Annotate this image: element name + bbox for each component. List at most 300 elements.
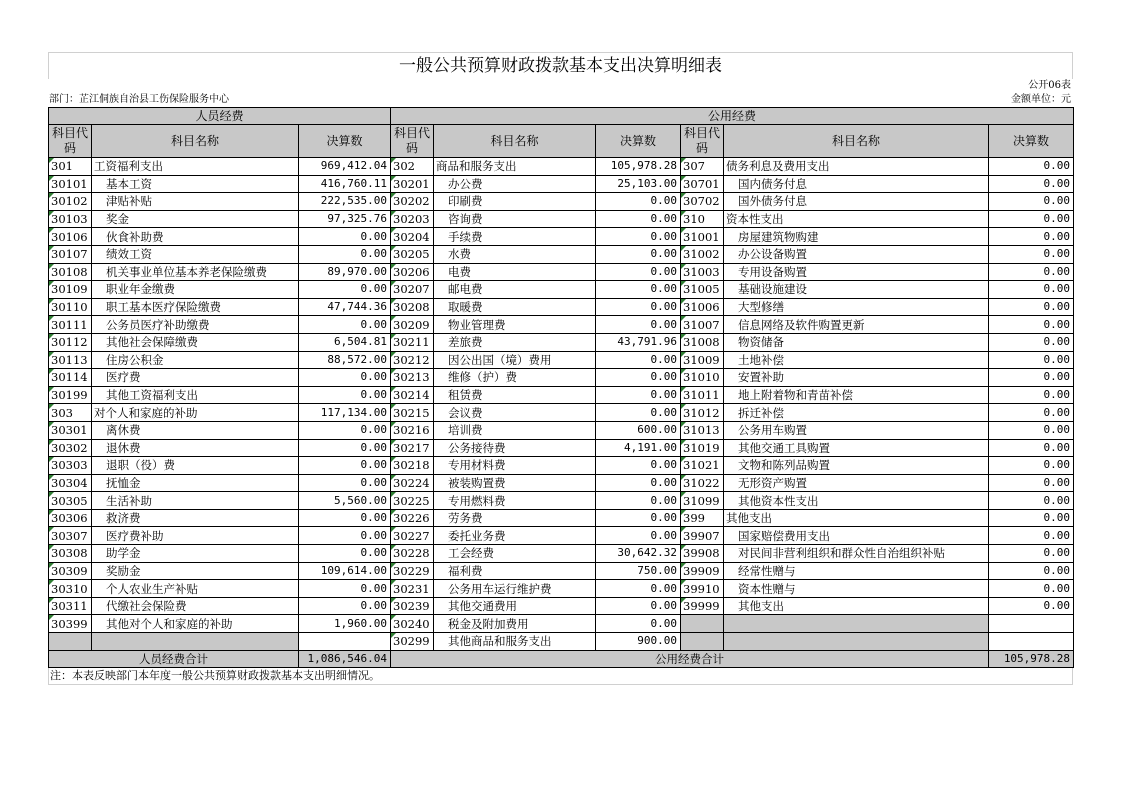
table-row [49, 228, 1074, 246]
personnel-name-cell: 抚恤金 [92, 474, 299, 492]
table-row [49, 509, 1074, 527]
personnel-name-cell: 退休费 [92, 439, 299, 457]
public-b-code-cell: 307 [681, 158, 724, 176]
public-a-name-cell: 被装购置费 [434, 474, 596, 492]
public-a-code-cell: 30209 [391, 316, 434, 334]
public-b-name-cell: 房屋建筑物购建 [724, 228, 989, 246]
col-name-3: 科目名称 [724, 125, 989, 158]
personnel-code-cell: 30301 [49, 421, 92, 439]
personnel-code-cell: 30113 [49, 351, 92, 369]
public-a-amount-cell: 43,791.96 [596, 333, 681, 351]
public-a-name-cell: 手续费 [434, 228, 596, 246]
table-row [49, 457, 1074, 475]
public-a-amount-cell: 0.00 [596, 351, 681, 369]
personnel-name-cell: 奖励金 [92, 562, 299, 580]
public-b-amount-cell: 0.00 [989, 175, 1074, 193]
personnel-name-cell: 生活补助 [92, 492, 299, 510]
personnel-code-cell: 30114 [49, 369, 92, 387]
personnel-name-cell: 代缴社会保险费 [92, 597, 299, 615]
public-total-label: 公用经费合计 [391, 650, 989, 668]
public-a-code-cell: 302 [391, 158, 434, 176]
personnel-code-cell: 30310 [49, 580, 92, 598]
public-b-amount-cell: 0.00 [989, 421, 1074, 439]
public-b-amount-cell [989, 615, 1074, 633]
personnel-amount-cell: 5,560.00 [299, 492, 391, 510]
public-b-amount-cell: 0.00 [989, 351, 1074, 369]
public-b-amount-cell: 0.00 [989, 193, 1074, 211]
public-a-name-cell: 专用燃料费 [434, 492, 596, 510]
public-b-code-cell: 31010 [681, 369, 724, 387]
table-number-row [48, 79, 1073, 93]
personnel-amount-cell: 0.00 [299, 421, 391, 439]
public-b-name-cell: 其他支出 [724, 509, 989, 527]
personnel-code-cell: 30111 [49, 316, 92, 334]
public-b-name-cell: 其他支出 [724, 597, 989, 615]
public-a-code-cell: 30231 [391, 580, 434, 598]
public-a-amount-cell: 0.00 [596, 457, 681, 475]
table-row [49, 158, 1074, 176]
public-a-amount-cell: 750.00 [596, 562, 681, 580]
table-row [49, 193, 1074, 211]
public-a-name-cell: 劳务费 [434, 509, 596, 527]
public-a-amount-cell: 0.00 [596, 316, 681, 334]
public-b-code-cell: 31005 [681, 281, 724, 299]
personnel-amount-cell: 0.00 [299, 580, 391, 598]
public-b-code-cell: 310 [681, 210, 724, 228]
public-b-name-cell: 国家赔偿费用支出 [724, 527, 989, 545]
personnel-amount-cell: 0.00 [299, 439, 391, 457]
personnel-code-cell: 30306 [49, 509, 92, 527]
public-b-amount-cell: 0.00 [989, 228, 1074, 246]
department-label: 部门：芷江侗族自治县工伤保险服务中心 [49, 94, 229, 105]
public-a-name-cell: 公务用车运行维护费 [434, 580, 596, 598]
table-row [49, 263, 1074, 281]
public-b-code-cell: 31001 [681, 228, 724, 246]
public-a-amount-cell: 0.00 [596, 281, 681, 299]
table-row [49, 474, 1074, 492]
public-b-code-cell: 39909 [681, 562, 724, 580]
public-a-code-cell: 30218 [391, 457, 434, 475]
personnel-name-cell: 奖金 [92, 210, 299, 228]
public-b-name-cell: 资本性赠与 [724, 580, 989, 598]
public-b-code-cell: 31099 [681, 492, 724, 510]
public-b-amount-cell: 0.00 [989, 457, 1074, 475]
table-row [49, 492, 1074, 510]
public-a-name-cell: 邮电费 [434, 281, 596, 299]
public-b-code-cell: 39908 [681, 545, 724, 563]
public-b-amount-cell: 0.00 [989, 263, 1074, 281]
public-b-amount-cell: 0.00 [989, 298, 1074, 316]
public-a-name-cell: 差旅费 [434, 333, 596, 351]
public-b-code-cell: 31009 [681, 351, 724, 369]
public-b-name-cell: 土地补偿 [724, 351, 989, 369]
public-a-code-cell: 30201 [391, 175, 434, 193]
public-a-amount-cell: 0.00 [596, 509, 681, 527]
personnel-amount-cell: 0.00 [299, 245, 391, 263]
personnel-name-cell: 救济费 [92, 509, 299, 527]
public-a-amount-cell: 0.00 [596, 245, 681, 263]
group-header-row [49, 108, 1074, 125]
public-a-name-cell: 工会经费 [434, 545, 596, 563]
public-b-name-cell [724, 615, 989, 633]
public-b-name-cell: 专用设备购置 [724, 263, 989, 281]
public-b-code-cell: 31007 [681, 316, 724, 334]
personnel-code-cell: 30199 [49, 386, 92, 404]
public-b-name-cell: 国内债务付息 [724, 175, 989, 193]
public-b-amount-cell: 0.00 [989, 580, 1074, 598]
table-row [49, 562, 1074, 580]
personnel-amount-cell: 97,325.76 [299, 210, 391, 228]
personnel-amount-cell: 117,134.00 [299, 404, 391, 422]
public-a-code-cell: 30227 [391, 527, 434, 545]
public-b-code-cell: 31002 [681, 245, 724, 263]
public-b-name-cell: 办公设备购置 [724, 245, 989, 263]
public-b-name-cell: 对民间非营利组织和群众性自治组织补贴 [724, 545, 989, 563]
public-a-name-cell: 专用材料费 [434, 457, 596, 475]
public-a-code-cell: 30208 [391, 298, 434, 316]
personnel-code-cell: 30302 [49, 439, 92, 457]
personnel-amount-cell: 1,960.00 [299, 615, 391, 633]
personnel-code-cell: 30307 [49, 527, 92, 545]
personnel-code-cell: 30399 [49, 615, 92, 633]
table-row [49, 210, 1074, 228]
public-header: 公用经费 [391, 108, 1074, 125]
personnel-amount-cell: 0.00 [299, 597, 391, 615]
public-a-amount-cell: 0.00 [596, 298, 681, 316]
table-row [49, 281, 1074, 299]
personnel-code-cell: 30309 [49, 562, 92, 580]
personnel-code-cell: 30305 [49, 492, 92, 510]
personnel-name-cell: 医疗费 [92, 369, 299, 387]
personnel-code-cell [49, 633, 92, 651]
table-row [49, 386, 1074, 404]
public-b-name-cell: 其他交通工具购置 [724, 439, 989, 457]
personnel-name-cell: 离休费 [92, 421, 299, 439]
public-b-amount-cell: 0.00 [989, 210, 1074, 228]
personnel-code-cell: 30311 [49, 597, 92, 615]
public-b-name-cell: 基础设施建设 [724, 281, 989, 299]
public-b-amount-cell: 0.00 [989, 316, 1074, 334]
public-b-code-cell: 31003 [681, 263, 724, 281]
personnel-amount-cell: 0.00 [299, 545, 391, 563]
table-row [49, 615, 1074, 633]
table-row [49, 527, 1074, 545]
public-a-name-cell: 取暖费 [434, 298, 596, 316]
public-a-code-cell: 30204 [391, 228, 434, 246]
col-code-3: 科目代码 [681, 125, 724, 158]
personnel-amount-cell: 416,760.11 [299, 175, 391, 193]
personnel-amount-cell: 0.00 [299, 228, 391, 246]
public-a-name-cell: 商品和服务支出 [434, 158, 596, 176]
public-b-name-cell: 其他资本性支出 [724, 492, 989, 510]
public-a-name-cell: 委托业务费 [434, 527, 596, 545]
public-a-code-cell: 30206 [391, 263, 434, 281]
personnel-code-cell: 30304 [49, 474, 92, 492]
public-a-amount-cell: 0.00 [596, 597, 681, 615]
table-row [49, 439, 1074, 457]
personnel-amount-cell: 0.00 [299, 474, 391, 492]
personnel-name-cell: 津贴补贴 [92, 193, 299, 211]
public-a-name-cell: 培训费 [434, 421, 596, 439]
personnel-code-cell: 30108 [49, 263, 92, 281]
table-row [49, 545, 1074, 563]
public-b-amount-cell: 0.00 [989, 245, 1074, 263]
public-b-code-cell [681, 633, 724, 651]
public-b-name-cell: 地上附着物和青苗补偿 [724, 386, 989, 404]
public-b-code-cell: 30701 [681, 175, 724, 193]
personnel-code-cell: 30112 [49, 333, 92, 351]
public-a-amount-cell: 0.00 [596, 527, 681, 545]
table-row [49, 175, 1074, 193]
public-b-amount-cell: 0.00 [989, 562, 1074, 580]
public-a-code-cell: 30207 [391, 281, 434, 299]
col-code-2: 科目代码 [391, 125, 434, 158]
personnel-amount-cell: 88,572.00 [299, 351, 391, 369]
table-number: 公开06表 [1028, 80, 1071, 91]
public-a-amount-cell: 4,191.00 [596, 439, 681, 457]
public-b-name-cell: 公务用车购置 [724, 421, 989, 439]
table-row [49, 316, 1074, 334]
personnel-code-cell: 30308 [49, 545, 92, 563]
public-a-name-cell: 公务接待费 [434, 439, 596, 457]
public-a-code-cell: 30225 [391, 492, 434, 510]
public-b-code-cell: 31013 [681, 421, 724, 439]
col-code-1: 科目代码 [49, 125, 92, 158]
unit-label: 金额单位：元 [1011, 94, 1071, 105]
department-row [48, 93, 1073, 107]
public-a-name-cell: 因公出国（境）费用 [434, 351, 596, 369]
public-a-amount-cell: 0.00 [596, 492, 681, 510]
public-a-amount-cell: 0.00 [596, 210, 681, 228]
personnel-amount-cell: 89,970.00 [299, 263, 391, 281]
public-a-code-cell: 30215 [391, 404, 434, 422]
public-b-code-cell: 31008 [681, 333, 724, 351]
personnel-code-cell: 30101 [49, 175, 92, 193]
public-b-amount-cell [989, 633, 1074, 651]
public-b-amount-cell: 0.00 [989, 439, 1074, 457]
personnel-code-cell: 30106 [49, 228, 92, 246]
public-b-amount-cell: 0.00 [989, 474, 1074, 492]
public-a-amount-cell: 0.00 [596, 474, 681, 492]
report-title: 一般公共预算财政拨款基本支出决算明细表 [48, 52, 1073, 79]
public-a-amount-cell: 0.00 [596, 404, 681, 422]
public-a-code-cell: 30229 [391, 562, 434, 580]
table-row [49, 351, 1074, 369]
personnel-code-cell: 301 [49, 158, 92, 176]
personnel-total-label: 人员经费合计 [49, 650, 299, 668]
table-body [49, 158, 1074, 651]
public-b-amount-cell: 0.00 [989, 492, 1074, 510]
personnel-code-cell: 303 [49, 404, 92, 422]
public-a-amount-cell: 0.00 [596, 193, 681, 211]
personnel-amount-cell: 222,535.00 [299, 193, 391, 211]
public-a-name-cell: 税金及附加费用 [434, 615, 596, 633]
personnel-name-cell: 基本工资 [92, 175, 299, 193]
table-row [49, 633, 1074, 651]
col-amount-3: 决算数 [989, 125, 1074, 158]
personnel-name-cell: 退职（役）费 [92, 457, 299, 475]
public-a-code-cell: 30213 [391, 369, 434, 387]
public-b-amount-cell: 0.00 [989, 281, 1074, 299]
public-a-name-cell: 租赁费 [434, 386, 596, 404]
public-a-amount-cell: 30,642.32 [596, 545, 681, 563]
public-a-amount-cell: 0.00 [596, 263, 681, 281]
table-row [49, 333, 1074, 351]
public-b-code-cell: 31012 [681, 404, 724, 422]
personnel-name-cell: 其他社会保障缴费 [92, 333, 299, 351]
public-b-name-cell: 资本性支出 [724, 210, 989, 228]
public-a-name-cell: 物业管理费 [434, 316, 596, 334]
table-row [49, 597, 1074, 615]
public-b-amount-cell: 0.00 [989, 527, 1074, 545]
personnel-amount-cell: 0.00 [299, 281, 391, 299]
public-b-amount-cell: 0.00 [989, 333, 1074, 351]
expenditure-table [48, 107, 1074, 668]
public-a-amount-cell: 0.00 [596, 615, 681, 633]
public-b-amount-cell: 0.00 [989, 509, 1074, 527]
public-a-code-cell: 30228 [391, 545, 434, 563]
col-name-2: 科目名称 [434, 125, 596, 158]
personnel-header: 人员经费 [49, 108, 391, 125]
personnel-name-cell [92, 633, 299, 651]
public-b-code-cell: 31011 [681, 386, 724, 404]
public-a-amount-cell: 600.00 [596, 421, 681, 439]
report-sheet [48, 52, 1073, 685]
public-a-name-cell: 其他商品和服务支出 [434, 633, 596, 651]
public-b-name-cell: 信息网络及软件购置更新 [724, 316, 989, 334]
public-a-name-cell: 会议费 [434, 404, 596, 422]
public-b-code-cell: 31021 [681, 457, 724, 475]
personnel-amount-cell: 0.00 [299, 457, 391, 475]
public-a-amount-cell: 0.00 [596, 369, 681, 387]
public-b-amount-cell: 0.00 [989, 386, 1074, 404]
public-b-code-cell [681, 615, 724, 633]
personnel-amount-cell: 969,412.04 [299, 158, 391, 176]
personnel-amount-cell [299, 633, 391, 651]
personnel-name-cell: 职工基本医疗保险缴费 [92, 298, 299, 316]
public-a-code-cell: 30226 [391, 509, 434, 527]
public-b-name-cell: 债务利息及费用支出 [724, 158, 989, 176]
personnel-code-cell: 30303 [49, 457, 92, 475]
col-name-1: 科目名称 [92, 125, 299, 158]
personnel-total-amount: 1,086,546.04 [299, 650, 391, 668]
public-a-amount-cell: 0.00 [596, 228, 681, 246]
personnel-name-cell: 伙食补助费 [92, 228, 299, 246]
public-a-code-cell: 30202 [391, 193, 434, 211]
public-b-amount-cell: 0.00 [989, 545, 1074, 563]
public-a-amount-cell: 25,103.00 [596, 175, 681, 193]
table-row [49, 369, 1074, 387]
personnel-amount-cell: 0.00 [299, 316, 391, 334]
public-a-code-cell: 30212 [391, 351, 434, 369]
public-a-amount-cell: 0.00 [596, 386, 681, 404]
public-a-name-cell: 维修（护）费 [434, 369, 596, 387]
public-a-code-cell: 30217 [391, 439, 434, 457]
public-a-amount-cell: 900.00 [596, 633, 681, 651]
public-a-name-cell: 办公费 [434, 175, 596, 193]
personnel-name-cell: 职业年金缴费 [92, 281, 299, 299]
public-a-name-cell: 其他交通费用 [434, 597, 596, 615]
public-b-name-cell: 安置补助 [724, 369, 989, 387]
public-a-name-cell: 咨询费 [434, 210, 596, 228]
public-b-code-cell: 31022 [681, 474, 724, 492]
public-a-code-cell: 30224 [391, 474, 434, 492]
table-row [49, 580, 1074, 598]
personnel-name-cell: 对个人和家庭的补助 [92, 404, 299, 422]
personnel-code-cell: 30110 [49, 298, 92, 316]
personnel-name-cell: 公务员医疗补助缴费 [92, 316, 299, 334]
public-a-name-cell: 电费 [434, 263, 596, 281]
personnel-amount-cell: 109,614.00 [299, 562, 391, 580]
public-b-code-cell: 39999 [681, 597, 724, 615]
personnel-code-cell: 30107 [49, 245, 92, 263]
public-b-name-cell: 经常性赠与 [724, 562, 989, 580]
personnel-amount-cell: 0.00 [299, 386, 391, 404]
public-b-name-cell [724, 633, 989, 651]
personnel-name-cell: 绩效工资 [92, 245, 299, 263]
public-b-name-cell: 文物和陈列品购置 [724, 457, 989, 475]
public-a-amount-cell: 0.00 [596, 580, 681, 598]
public-b-name-cell: 大型修缮 [724, 298, 989, 316]
footnote: 注：本表反映部门本年度一般公共预算财政拨款基本支出明细情况。 [48, 668, 1073, 685]
personnel-name-cell: 住房公积金 [92, 351, 299, 369]
public-a-code-cell: 30214 [391, 386, 434, 404]
public-b-amount-cell: 0.00 [989, 404, 1074, 422]
table-row [49, 245, 1074, 263]
public-a-code-cell: 30299 [391, 633, 434, 651]
personnel-code-cell: 30109 [49, 281, 92, 299]
personnel-name-cell: 机关事业单位基本养老保险缴费 [92, 263, 299, 281]
personnel-amount-cell: 0.00 [299, 369, 391, 387]
public-b-code-cell: 31006 [681, 298, 724, 316]
public-b-code-cell: 39910 [681, 580, 724, 598]
personnel-name-cell: 其他工资福利支出 [92, 386, 299, 404]
public-a-code-cell: 30205 [391, 245, 434, 263]
personnel-name-cell: 工资福利支出 [92, 158, 299, 176]
personnel-amount-cell: 6,504.81 [299, 333, 391, 351]
public-b-code-cell: 39907 [681, 527, 724, 545]
personnel-amount-cell: 0.00 [299, 509, 391, 527]
table-row [49, 298, 1074, 316]
public-total-amount: 105,978.28 [989, 650, 1074, 668]
personnel-name-cell: 助学金 [92, 545, 299, 563]
public-a-amount-cell: 105,978.28 [596, 158, 681, 176]
col-amount-1: 决算数 [299, 125, 391, 158]
personnel-code-cell: 30103 [49, 210, 92, 228]
public-b-name-cell: 国外债务付息 [724, 193, 989, 211]
personnel-amount-cell: 0.00 [299, 527, 391, 545]
personnel-name-cell: 其他对个人和家庭的补助 [92, 615, 299, 633]
table-row [49, 421, 1074, 439]
public-b-amount-cell: 0.00 [989, 369, 1074, 387]
public-b-amount-cell: 0.00 [989, 597, 1074, 615]
public-b-code-cell: 30702 [681, 193, 724, 211]
public-a-code-cell: 30211 [391, 333, 434, 351]
personnel-name-cell: 医疗费补助 [92, 527, 299, 545]
public-a-name-cell: 福利费 [434, 562, 596, 580]
public-b-name-cell: 无形资产购置 [724, 474, 989, 492]
public-a-code-cell: 30240 [391, 615, 434, 633]
public-b-code-cell: 31019 [681, 439, 724, 457]
public-a-name-cell: 印刷费 [434, 193, 596, 211]
public-a-name-cell: 水费 [434, 245, 596, 263]
public-a-code-cell: 30239 [391, 597, 434, 615]
public-b-name-cell: 拆迁补偿 [724, 404, 989, 422]
public-b-name-cell: 物资储备 [724, 333, 989, 351]
col-amount-2: 决算数 [596, 125, 681, 158]
personnel-code-cell: 30102 [49, 193, 92, 211]
public-b-code-cell: 399 [681, 509, 724, 527]
